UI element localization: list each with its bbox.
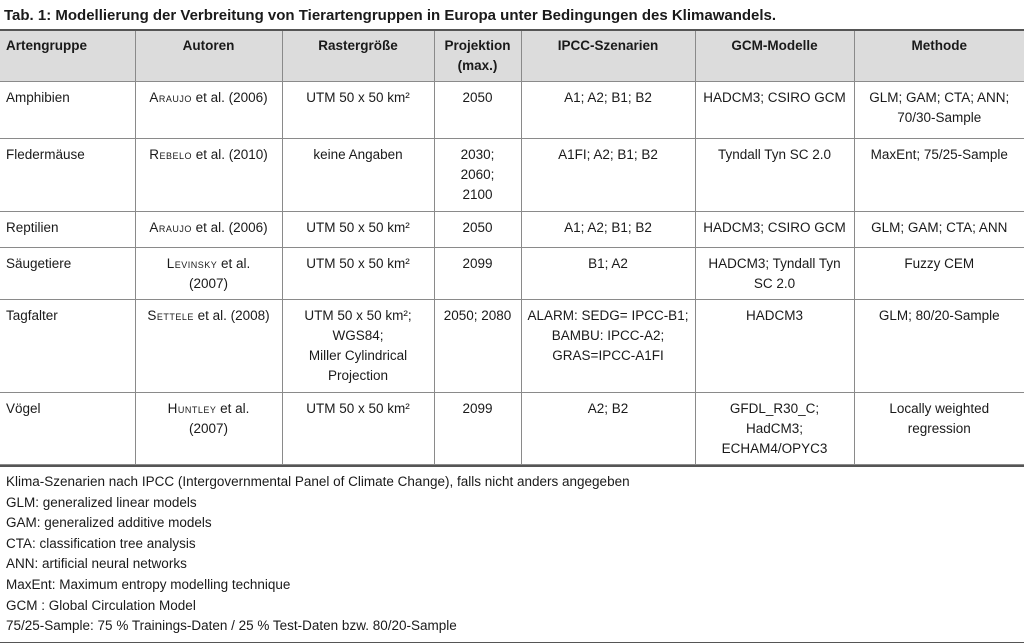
cell-autoren — [135, 393, 282, 465]
cell-gcm: HADCM3; CSIRO GCM — [695, 212, 854, 248]
cell-projektion: 2099 — [434, 393, 521, 465]
header-methode: Methode — [854, 30, 1024, 82]
cell-projektion: 2099 — [434, 248, 521, 300]
cell-gcm: GFDL_R30_C; HadCM3; ECHAM4/OPYC3 — [695, 393, 854, 465]
table-row — [0, 248, 1024, 300]
cell-projektion: 2050 — [434, 82, 521, 139]
cell-rastergroesse: keine Angaben — [282, 139, 434, 212]
species-table — [0, 29, 1024, 465]
table-row — [0, 139, 1024, 212]
cell-rastergroesse: UTM 50 x 50 km²; WGS84; Miller Cylindrical Projection — [282, 300, 434, 393]
table-row — [0, 212, 1024, 248]
header-projektion: Projektion (max.) — [434, 30, 521, 82]
header-autoren: Autoren — [135, 30, 282, 82]
header-gcm-modelle: GCM-Modelle — [695, 30, 854, 82]
cell-methode: GLM; GAM; CTA; ANN — [854, 212, 1024, 248]
cell-autoren — [135, 248, 282, 300]
cell-ipcc: ALARM: SEDG= IPCC-B1; BAMBU: IPCC-A2; GRAS=IPCC-A1FI — [521, 300, 695, 393]
footnote-line: CTA: classification tree analysis — [6, 535, 196, 551]
footnote-line: GCM : Global Circulation Model — [6, 597, 196, 613]
footnote-line: Klima-Szenarien nach IPCC (Intergovernmental Panel of Climate Change), falls nicht anders angegeben — [6, 474, 630, 489]
cell-autoren — [135, 212, 282, 248]
author-rest: et al. (2007) — [188, 256, 251, 291]
table-row — [0, 82, 1024, 139]
author-name: Huntley — [167, 401, 217, 416]
cell-rastergroesse: UTM 50 x 50 km² — [282, 248, 434, 300]
cell-rastergroesse: UTM 50 x 50 km² — [282, 212, 434, 248]
footnote-line: MaxEnt: Maximum entropy modelling technique — [6, 576, 291, 592]
cell-projektion: 2030; 2060; 2100 — [434, 139, 521, 212]
header-row — [0, 30, 1024, 82]
cell-projektion: 2050 — [434, 212, 521, 248]
cell-artengruppe: Vögel — [0, 393, 135, 465]
cell-projektion: 2050; 2080 — [434, 300, 521, 393]
cell-gcm: HADCM3; Tyndall Tyn SC 2.0 — [695, 248, 854, 300]
cell-ipcc: A1; A2; B1; B2 — [521, 82, 695, 139]
cell-ipcc: A1; A2; B1; B2 — [521, 212, 695, 248]
cell-artengruppe: Fledermäuse — [0, 139, 135, 212]
author-rest: et al. (2008) — [193, 308, 270, 323]
author-name: Rebelo — [149, 147, 192, 162]
table-footnotes — [0, 465, 1024, 643]
author-name: Araujo — [149, 90, 192, 105]
cell-artengruppe: Amphibien — [0, 82, 135, 139]
footnote-line: ANN: artificial neural networks — [6, 556, 187, 572]
cell-artengruppe: Reptilien — [0, 212, 135, 248]
author-rest: et al. (2006) — [191, 220, 268, 235]
cell-gcm: Tyndall Tyn SC 2.0 — [695, 139, 854, 212]
footnote-line: GLM: generalized linear models — [6, 494, 197, 510]
author-name: Levinsky — [166, 256, 218, 271]
author-rest: et al. (2006) — [191, 90, 268, 105]
cell-gcm: HADCM3 — [695, 300, 854, 393]
table-row — [0, 300, 1024, 393]
cell-methode: MaxEnt; 75/25-Sample — [854, 139, 1024, 212]
author-name: Araujo — [149, 220, 192, 235]
table-caption: Tab. 1: Modellierung der Verbreitung von Tierartengruppen in Europa unter Bedingungen des Klimawandels. — [4, 7, 777, 24]
cell-ipcc: B1; A2 — [521, 248, 695, 300]
table-row — [0, 393, 1024, 465]
header-rastergroesse: Rastergröße — [282, 30, 434, 82]
cell-methode: Locally weighted regression — [854, 393, 1024, 465]
cell-autoren — [135, 139, 282, 212]
cell-artengruppe: Säugetiere — [0, 248, 135, 300]
cell-methode: GLM; 80/20-Sample — [854, 300, 1024, 393]
header-artengruppe: Artengruppe — [0, 30, 135, 82]
cell-artengruppe: Tagfalter — [0, 300, 135, 393]
header-ipcc-szenarien: IPCC-Szenarien — [521, 30, 695, 82]
cell-rastergroesse: UTM 50 x 50 km² — [282, 82, 434, 139]
cell-autoren — [135, 82, 282, 139]
footnote-line: 75/25-Sample: 75 % Trainings-Daten / 25 % Test-Daten bzw. 80/20-Sample — [6, 618, 457, 634]
author-rest: et al. (2007) — [188, 401, 250, 436]
cell-gcm: HADCM3; CSIRO GCM — [695, 82, 854, 139]
cell-ipcc: A1FI; A2; B1; B2 — [521, 139, 695, 212]
author-name: Settele — [147, 308, 194, 323]
cell-methode: Fuzzy CEM — [854, 248, 1024, 300]
cell-methode: GLM; GAM; CTA; ANN; 70/30-Sample — [854, 82, 1024, 139]
cell-ipcc: A2; B2 — [521, 393, 695, 465]
cell-rastergroesse: UTM 50 x 50 km² — [282, 393, 434, 465]
footnote-line: GAM: generalized additive models — [6, 515, 212, 531]
cell-autoren — [135, 300, 282, 393]
author-rest: et al. (2010) — [191, 147, 268, 162]
